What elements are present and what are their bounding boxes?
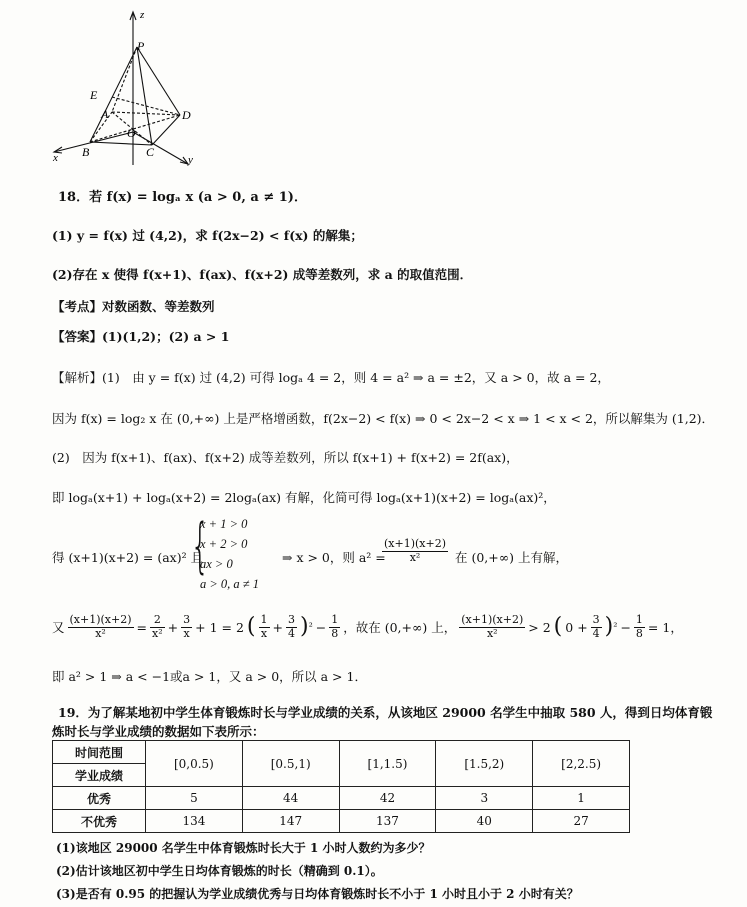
col-header-1: [0.5,1)	[242, 741, 339, 787]
row-label: 优秀	[53, 787, 146, 810]
square-2: ²	[613, 621, 618, 634]
table-row	[53, 787, 630, 810]
q18-kaodian: 【考点】对数函数、等差数列	[52, 299, 215, 314]
paren2-close: )	[604, 614, 614, 640]
table-cell: 42	[339, 787, 436, 810]
q18-jiexi-line4: 即 logₐ(x+1) + logₐ(x+2) = 2logₐ(ax) 有解，化简可得 logₐ(x+1)(x+2) = logₐ(ax)²，	[52, 490, 556, 505]
frac3-den: x	[183, 626, 190, 640]
q19-sub2: (2)估计该地区初中学生日均体育锻炼的时长（精确到 0.1）。	[56, 864, 383, 878]
frac9-den: 8	[635, 626, 643, 640]
data-table	[52, 740, 630, 833]
line6-zero-plus: 0 +	[565, 619, 588, 635]
q18-answer: 【答案】(1)(1,2)；(2) a > 1	[52, 329, 230, 344]
line6-mid2: ，故在 (0,+∞) 上，	[343, 620, 457, 636]
frac2-den: x²	[152, 626, 163, 640]
condition-1: x + 1 > 0	[200, 517, 248, 531]
table-cell: 40	[436, 810, 533, 833]
q18-line5-fraction	[382, 538, 448, 564]
label-y: y	[188, 154, 193, 166]
pyramid-figure	[40, 0, 220, 175]
y-axis	[133, 132, 188, 164]
q18-jiexi-line1: 【解析】(1) 由 y = f(x) 过 (4,2) 可得 logₐ 4 = 2，则 4 = a² ⇒ a = ±2，又 a > 0，故 a = 2，	[52, 370, 610, 385]
label-e: E	[90, 88, 98, 102]
row-label: 不优秀	[53, 810, 146, 833]
label-d: D	[182, 108, 191, 122]
frac4-den: x	[260, 626, 268, 640]
condition-3: ax > 0	[200, 557, 233, 571]
q18-line6	[52, 614, 683, 640]
frac-num: (x+1)(x+2)	[384, 537, 447, 550]
frac8-den: 4	[592, 626, 600, 640]
frac1-num: (x+1)(x+2)	[69, 613, 132, 626]
frac7-num: (x+1)(x+2)	[461, 613, 524, 626]
condition-4: a > 0, a ≠ 1	[200, 577, 260, 591]
frac-den: x²	[409, 550, 421, 564]
table-cell: 137	[339, 810, 436, 833]
frac2-num: 2	[150, 614, 165, 628]
table-cell: 44	[242, 787, 339, 810]
line6-eq: =	[136, 619, 148, 635]
frac7-den: x²	[486, 626, 498, 640]
label-o: O	[127, 126, 136, 140]
q18-line5-implies: ⇒ x > 0，则 a² =	[282, 550, 386, 565]
col-header-4: [2,2.5)	[533, 741, 630, 787]
frac4-num: 1	[260, 613, 268, 626]
table-cell: 147	[242, 810, 339, 833]
q18-line5-suffix: 在 (0,+∞) 上有解，	[455, 550, 569, 565]
q19-sub3: (3)是否有 0.95 的把握认为学业成绩优秀与日均体育锻炼时长不小于 1 小时且小于 2 小时有关？	[56, 887, 579, 901]
col-header-2: [1,1.5)	[339, 741, 436, 787]
paren2-open: (	[553, 614, 563, 640]
square-1: ²	[308, 621, 313, 634]
label-a: A	[101, 107, 109, 121]
line6-minus1: −	[315, 619, 327, 635]
q19-sub1: (1)该地区 29000 名学生中体育锻炼时长大于 1 小时人数约为多少？	[56, 841, 431, 855]
q18-jiexi-line2: 因为 f(x) = log₂ x 在 (0,+∞) 上是严格增函数，f(2x−2) < f(x) ⇒ 0 < 2x−2 < x ⇒ 1 < x < 2，所以解集为 (1,2)．	[52, 411, 715, 426]
label-z: z	[140, 9, 145, 21]
frac9-num: 1	[635, 613, 643, 626]
frac8-num: 3	[592, 613, 600, 626]
label-p: P	[137, 39, 145, 53]
line6-prefix: 又	[52, 620, 65, 636]
col-header-3: [1.5,2)	[436, 741, 533, 787]
line6-gt: > 2	[528, 619, 551, 635]
label-c: C	[146, 145, 155, 159]
frac6-den: 8	[331, 626, 339, 640]
frac6-num: 1	[331, 613, 339, 626]
q18-part1: (1) y = f(x) 过 (4,2)，求 f(2x−2) < f(x) 的解集；	[52, 228, 363, 243]
corner-bottom: 学业成绩	[53, 764, 146, 787]
paren-close: )	[299, 614, 309, 640]
q18-title: 18．若 f(x) = logₐ x (a > 0, a ≠ 1)．	[58, 190, 307, 205]
paren-open: (	[246, 614, 256, 640]
line6-plus2: +	[272, 619, 283, 635]
corner-top: 时间范围	[53, 741, 146, 764]
frac5-num: 3	[287, 613, 295, 626]
label-b: B	[82, 145, 90, 159]
table-cell: 1	[533, 787, 630, 810]
condition-2: x + 2 > 0	[200, 537, 248, 551]
table-row	[53, 810, 630, 833]
q18-line5-prefix: 得 (x+1)(x+2) = (ax)² 且	[52, 550, 204, 565]
line6-mid: + 1 = 2	[195, 619, 244, 635]
table-cell: 5	[146, 787, 243, 810]
left-brace: {	[190, 511, 210, 581]
q18-part2: (2)存在 x 使得 f(x+1)、f(ax)、f(x+2) 成等差数列，求 a 的取值范围．	[52, 267, 473, 282]
line6-plus1: +	[167, 619, 179, 635]
q18-jiexi-line3: (2) 因为 f(x+1)、f(ax)、f(x+2) 成等差数列，所以 f(x+1) + f(x+2) = 2f(ax)，	[52, 450, 519, 465]
q19-intro-line1: 19．为了解某地初中学生体育锻炼时长与学业成绩的关系，从该地区 29000 名学生中抽取 580 人，得到日均体育锻	[58, 705, 713, 720]
table-cell: 3	[436, 787, 533, 810]
q19-intro-line2: 炼时长与学业成绩的数据如下表所示：	[52, 724, 265, 739]
label-x: x	[53, 152, 58, 164]
line6-end: = 1，	[647, 620, 683, 636]
frac3-num: 3	[183, 613, 191, 626]
table-cell: 134	[146, 810, 243, 833]
q18-line7: 即 a² > 1 ⇒ a < −1或a > 1，又 a > 0，所以 a > 1．	[52, 669, 367, 684]
frac1-den: x²	[95, 626, 106, 640]
frac5-den: 4	[287, 626, 295, 640]
col-header-0: [0,0.5)	[146, 741, 243, 787]
line6-minus2: −	[620, 619, 631, 635]
table-cell: 27	[533, 810, 630, 833]
